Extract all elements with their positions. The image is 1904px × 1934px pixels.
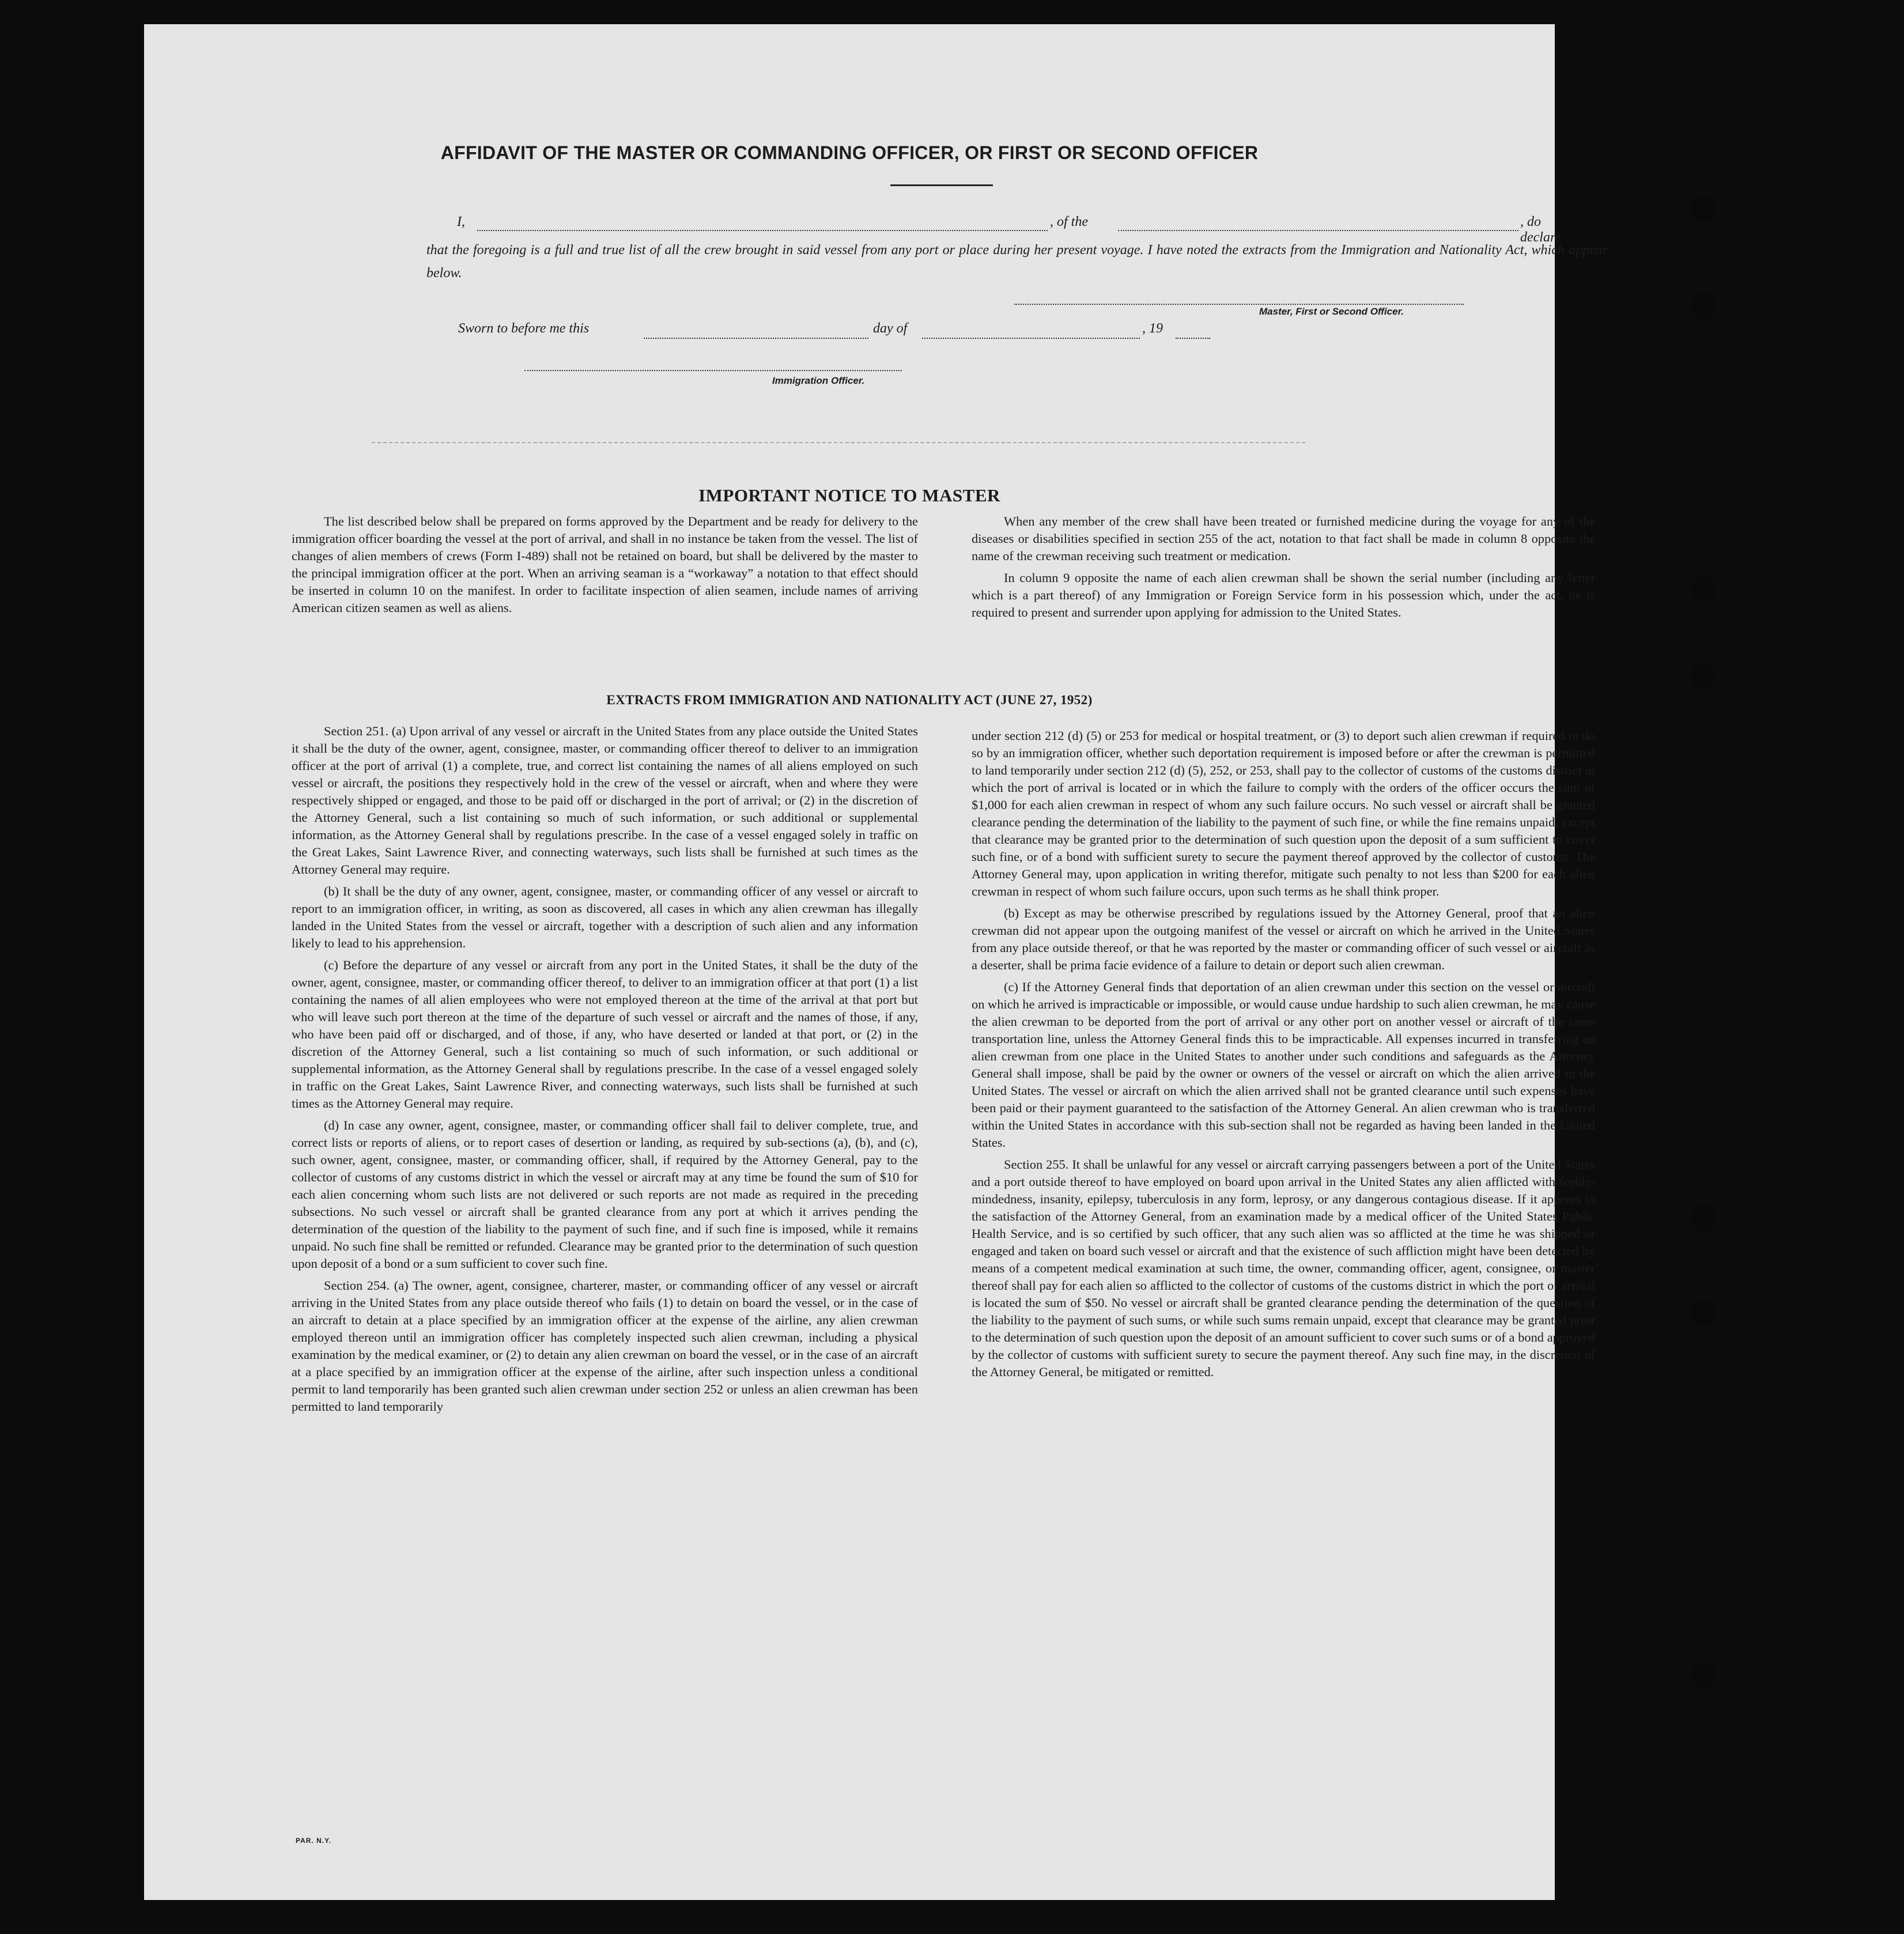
sworn-label: Sworn to before me this [458, 321, 590, 336]
printer-mark: PAR. N.Y. [296, 1837, 332, 1845]
title-underline [890, 184, 993, 186]
section-251-b: (b) It shall be the duty of any owner, agent, consignee, master, or commanding officer of any vessel or aircraft to report to an immigration officer, in writing, as soon as discovered, all cases in which any alien crewman has illegally landed in the United States from the vessel or aircraft, together with a description of such alien and any information likely to lead to his apprehension. [292, 884, 918, 950]
officer-caption: Immigration Officer. [772, 375, 865, 386]
declaration-text: that the foregoing is a full and true list of all the crew brought in said vessel from any port or place during her present voyage. I have noted the extracts from the Immigration and Nationality Act, which appear below. [426, 243, 1608, 281]
section-254-a: Section 254. (a) The owner, agent, consignee, charterer, master, or commanding officer of any vessel or aircraft arriving in the United States from any place outside thereof who fails (1) to detain on board the vessel, or in the case of an aircraft to detain at a place specified by an immigration officer at the expense of the airline, any alien crewman employed thereon until an immigration officer has completely inspected such alien crewman, including a physical examination by the medical examiner, or (2) to detain any alien crewman on board the vessel, or in the case of an aircraft at a place specified by an immigration officer at the expense of the airline, after such inspection unless a conditional permit to land temporarily has been granted such alien crewman under section 252 or unless an alien crewman has been permitted to land temporarily [292, 1278, 918, 1414]
punch-hole [1690, 1204, 1717, 1231]
day-of-label: day of [873, 321, 908, 336]
document-page [144, 24, 1608, 1900]
punch-hole [1690, 663, 1717, 689]
section-251-d: (d) In case any owner, agent, consignee, master, or commanding officer shall fail to deliver complete, true, and correct lists or reports of aliens, or to report cases of desertion or landing, as required by sub-sections (a), (b), and (c), such owner, agent, consignee, master, or commanding officer, shall, if required by the Attorney General, pay to the collector of customs of any customs district in which the vessel or aircraft may at any time be found the sum of $10 for each alien concerning whom such lists are not delivered or such reports are not made as required in the preceding subsections. No such vessel or aircraft shall be granted clearance from any port at which it arrives pending the determination of the question of the liability to the payment of such fine, and if such fine is imposed, while it remains unpaid. No such fine shall be remitted or refunded. Clearance may be granted prior to the determination of such question upon deposit of a bond or a sum sufficient to cover such fine. [292, 1118, 918, 1271]
faint-divider [372, 442, 1305, 443]
punch-hole [1690, 195, 1717, 222]
punch-hole [1690, 1662, 1717, 1689]
year-blank [1176, 338, 1210, 339]
section-255: Section 255. It shall be unlawful for any vessel or aircraft carrying passengers between a port of the United States and a port outside thereof to have employed on board upon arrival in the United States any alien afflicted with feeble-mindedness, insanity, epilepsy, tuberculosis in any form, leprosy, or any dangerous contagious disease. If it appears to the satisfaction of the Attorney General, from an examination made by a medical officer of the United States Public Health Service, and is so certified by such officer, that any such alien was so afflicted at the time he was shipped or engaged and taken on board such vessel or aircraft and that the existence of such affliction might have been detected by means of a competent medical examination at such time, the owner, commanding officer, agent, consignee, or master thereof shall pay for each alien so afflicted to the collector of customs of the customs district in which the port of arrival is located the sum of $50. No vessel or aircraft shall be granted clearance pending the determination of the question of the liability to the payment of such sums, or while such sums remain unpaid, except that clearance may be granted prior to the determination of such question upon the deposit of an amount sufficient to cover such sums or of a bond approved by the collector of customs with sufficient surety to secure the payment thereof. Any such fine may, in the discretion of the Attorney General, be mitigated or remitted. [972, 1157, 1595, 1379]
year-label: , 19 [1142, 321, 1163, 336]
officer-signature-line [524, 370, 902, 371]
vessel-blank [1118, 230, 1518, 231]
name-blank [477, 230, 1048, 231]
notice-left-paragraph: The list described below shall be prepared on forms approved by the Department and be ready for delivery to the immigration officer boarding the vessel at the port of arrival, and shall in no instance be taken from the vessel. The list of changes of alien members of crews (Form I-489) shall not be retained on board, but shall be delivered by the master to the principal immigration officer at the port. When an arriving seaman is a “workaway” a notation to that effect should be inserted in column 10 on the manifest. In order to facilitate inspection of alien seamen, include names of arriving American citizen seamen as well as aliens. [292, 514, 918, 615]
punch-hole [1690, 1300, 1717, 1326]
affidavit-title: AFFIDAVIT OF THE MASTER OR COMMANDING OFFICER, OR FIRST OR SECOND OFFICER [440, 142, 1259, 163]
affidavit-of-the-label: , of the [1050, 214, 1088, 229]
affidavit-do-declare-label: , do declare [1520, 214, 1562, 245]
master-caption: Master, First or Second Officer. [1259, 306, 1404, 317]
notice-title: IMPORTANT NOTICE TO MASTER [698, 485, 1000, 505]
notice-left-column [292, 513, 918, 621]
extracts-left-column [292, 723, 918, 1420]
punch-hole [1690, 576, 1717, 602]
affidavit-i-label: I, [457, 214, 465, 229]
extracts-title: EXTRACTS FROM IMMIGRATION AND NATIONALITY ACT (JUNE 27, 1952) [606, 693, 1093, 707]
notice-right-column [972, 513, 1595, 626]
section-251-c: (c) Before the departure of any vessel or aircraft from any port in the United States, it shall be the duty of the owner, agent, consignee, master, or commanding officer thereof, to deliver to an immigration officer at that port (1) a list containing the names of all alien employees who were not employed thereon at the time of the arrival at that port but who will leave such port thereon at the time of the departure of such vessel or aircraft and the names of those, if any, who have been paid off or discharged, and of those, if any, who have deserted or landed at that port, or (2) in the discretion of the Attorney General, such a list containing so much of such information, or such additional or supplemental information, as the Attorney General shall by regulations prescribe. In the case of a vessel engaged solely in traffic on the Great Lakes, Saint Lawrence River, and connecting waterways, such lists shall be furnished at such times as the Attorney General may require. [292, 958, 918, 1110]
notice-right-paragraph-1: When any member of the crew shall have been treated or furnished medicine during the voyage for any of the diseases or disabilities specified in section 255 of the act, notation to that fact shall be made in column 8 opposite the name of the crewman receiving such treatment or medication. [972, 514, 1595, 563]
section-254-b: (b) Except as may be otherwise prescribed by regulations issued by the Attorney General, proof that an alien crewman did not appear upon the outgoing manifest of the vessel or aircraft on which he arrived in the United States from any place outside thereof, or that he was reported by the master or commanding officer of such vessel or aircraft as a deserter, shall be prima facie evidence of a failure to detain or deport such alien crewman. [972, 906, 1595, 972]
master-signature-line [1014, 304, 1464, 305]
extracts-right-column [972, 727, 1595, 1385]
notice-right-paragraph-2: In column 9 opposite the name of each alien crewman shall be shown the serial number (including any letter which is a part thereof) of any Immigration or Foreign Service form in his possession which, under the act, he is required to present and surrender upon applying for admission to the United States. [972, 571, 1595, 620]
sworn-month-blank [922, 338, 1140, 339]
section-251-a: Section 251. (a) Upon arrival of any vessel or aircraft in the United States from any place outside the United States it shall be the duty of the owner, agent, consignee, master, or commanding officer thereof to deliver to an immigration officer at the port of arrival (1) a complete, true, and correct list containing the names of all aliens employed on such vessel or aircraft, the positions they respectively hold in the crew of the vessel or aircraft, when and where they were respectively shipped or engaged, and those to be paid off or discharged in the port of arrival; or (2) in the discretion of the Attorney General, such a list containing so much of such information, or such additional or supplemental information, as the Attorney General shall by regulations prescribe. In the case of a vessel engaged solely in traffic on the Great Lakes, Saint Lawrence River, and connecting waterways, such lists shall be furnished at such times as the Attorney General may require. [292, 724, 918, 877]
section-254-a-continued: under section 212 (d) (5) or 253 for medical or hospital treatment, or (3) to deport such alien crewman if required to do so by an immigration officer, whether such deportation requirement is imposed before or after the crewman is permitted to land temporarily under section 212 (d) (5), 252, or 253, shall pay to the collector of customs of the customs district in which the port of arrival is located or in which the failure to comply with the orders of the officer occurs the sum of $1,000 for each alien crewman in respect of whom any such failure occurs. No such vessel or aircraft shall be granted clearance pending the determination of the liability to the payment of such fine, or while the fine remains unpaid, except that clearance may be granted prior to the determination of such question upon the deposit of a sum sufficient to cover such fine, or of a bond with sufficient surety to secure the payment thereof approved by the collector of customs. The Attorney General may, upon application in writing therefor, mitigate such penalty to not less than $200 for each alien crewman in respect of whom such failure occurs, upon such terms as he shall think proper. [972, 728, 1595, 898]
sworn-day-blank [644, 338, 868, 339]
section-254-c: (c) If the Attorney General finds that deportation of an alien crewman under this section on the vessel or aircraft on which he arrived is impracticable or impossible, or would cause undue hardship to such alien crewman, he may cause the alien crewman to be deported from the port of arrival or any other port on another vessel or aircraft of the same transportation line, unless the Attorney General finds this to be impracticable. All expenses incurred in transferring an alien crewman from one place in the United States to another under such conditions and safeguards as the Attorney General shall impose, shall be paid by the owner or owners of the vessel or aircraft on which the alien arrived in the United States. The vessel or aircraft on which the alien arrived shall not be granted clearance until such expenses have been paid or their payment guaranteed to the satisfaction of the Attorney General. An alien crewman who is transferred within the United States in accordance with this sub-section shall not be regarded as having been landed in the United States. [972, 980, 1595, 1150]
punch-hole [1690, 292, 1717, 319]
